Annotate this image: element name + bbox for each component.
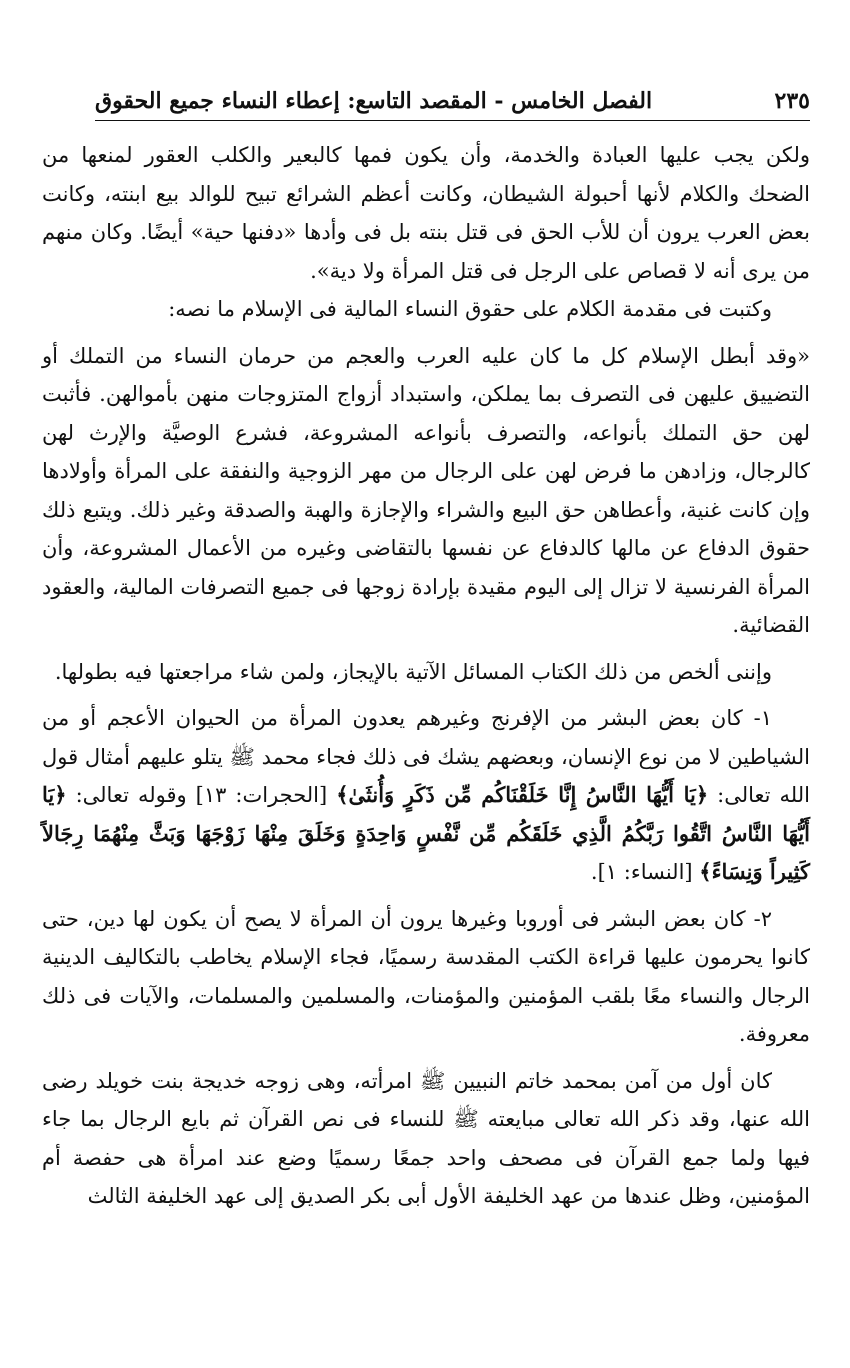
verse-reference-nisa: [النساء: ١].	[590, 860, 693, 884]
quran-verse-nisa: ﴿يَا أَيُّهَا النَّاسُ اتَّقُوا رَبَّكُمُ الَّذِي خَلَقَكُم مِّن نَّفْسٍ وَاحِدَةٍ وَخَلَقَ مِنْهَا زَوْجَهَا وَبَثَّ مِنْهُمَا رِجَالاً كَثِيراً وَنِسَاءً﴾	[42, 782, 810, 884]
spacer	[42, 645, 810, 653]
header-rule	[95, 120, 810, 121]
paragraph-khadija: كان أول من آمن بمحمد خاتم النبيين ﷺ امرأته، وهى زوجه خديجة بنت خويلد رضى الله عنها، وقد ذكر الله تعالى مبايعته ﷺ للنساء فى نص القرآن ثم بايع الرجال بما جاء فيها ولما جمع القرآن فى مصحف واحد جمعًا رسميًا وضع عند امرأة هى حفصة أم المؤمنين، وظل عندها من عهد الخليفة الأول أبى بكر الصديق إلى عهد الخليفة الثالث	[42, 1068, 810, 1208]
paragraph-quote: «وقد أبطل الإسلام كل ما كان عليه العرب والعجم من حرمان النساء من التملك أو التضييق عليهن فى التصرف بما يملكن، واستبداد أزواج المتزوجات منهن بأموالهن. فأثبت لهن حق التملك بأنواعه، والتصرف بأنواعه المشروعة، فشرع الوصيَّة والإرث لهن كالرجال، وزادهن ما فرض لهن على الرجال من مهر الزوجية والنفقة على المرأة وأولادها وإن كانت غنية، وأعطاهن حق البيع والشراء والإجازة والهبة والصدقة وغير ذلك. ويتبع ذلك حقوق الدفاع عن مالها كالدفاع عن نفسها بالتقاضى وغيره من الأعمال المشروعة، وأن المرأة الفرنسية لا تزال إلى اليوم مقيدة بإرادة زوجها فى جميع التصرفات المالية، والعقود القضائية.	[42, 343, 810, 637]
page-body	[42, 136, 810, 1216]
paragraph-summary: وإننى ألخص من ذلك الكتاب المسائل الآتية بالإيجاز، ولمن شاء مراجعتها فيه بطولها.	[54, 659, 772, 684]
spacer	[42, 691, 810, 699]
page-header	[95, 82, 810, 116]
verse-reference-hujurat: [الحجرات: ١٣] وقوله تعالى:	[75, 783, 328, 807]
spacer	[42, 892, 810, 900]
paragraph-continuation: ولكن يجب عليها العبادة والخدمة، وأن يكون فمها كالبعير والكلب العقور لمنعها من الضحك والكلام لأنها أحبولة الشيطان، وكانت أعظم الشرائع تبيح للوالد بيع ابنته، وكانت بعض العرب يرون أن للأب الحق فى قتل بنته بل فى وأدها «دفنها حية» أيضًا. وكان منهم من يرى أنه لا قصاص على الرجل فى قتل المرأة ولا دية».	[42, 143, 810, 283]
spacer	[42, 329, 810, 337]
running-title: الفصل الخامس - المقصد التاسع: إعطاء النساء جميع الحقوق	[95, 88, 653, 114]
paragraph-point-1	[42, 699, 810, 892]
spacer	[42, 1054, 810, 1062]
page-number: ٢٣٥	[774, 88, 810, 114]
quran-verse-hujurat: ﴿يَا أَيُّهَا النَّاسُ إِنَّا خَلَقْنَاكُم مِّن ذَكَرٍ وَأُنثَىٰ﴾	[336, 782, 709, 807]
point-1-text: ١- كان بعض البشر من الإفرنج وغيرهم يعدون المرأة من الحيوان الأعجم أو من الشياطين لا من نوع الإنسان، وبعضهم يشك فى ذلك فجاء محمد ﷺ يتلو عليهم أمثال قول الله تعالى:	[42, 706, 810, 807]
paragraph-point-2: ٢- كان بعض البشر فى أوروبا وغيرها يرون أن المرأة لا يصح أن يكون لها دين، حتى كانوا يحرمون عليها قراءة الكتب المقدسة رسميًا، فجاء الإسلام يخاطب بالتكاليف الدينية الرجال والنساء معًا بلقب المؤمنين والمؤمنات، والمسلمين والمسلمات، والآيات فى ذلك معروفة.	[42, 906, 810, 1046]
paragraph-intro: وكتبت فى مقدمة الكلام على حقوق النساء المالية فى الإسلام ما نصه:	[168, 297, 772, 321]
